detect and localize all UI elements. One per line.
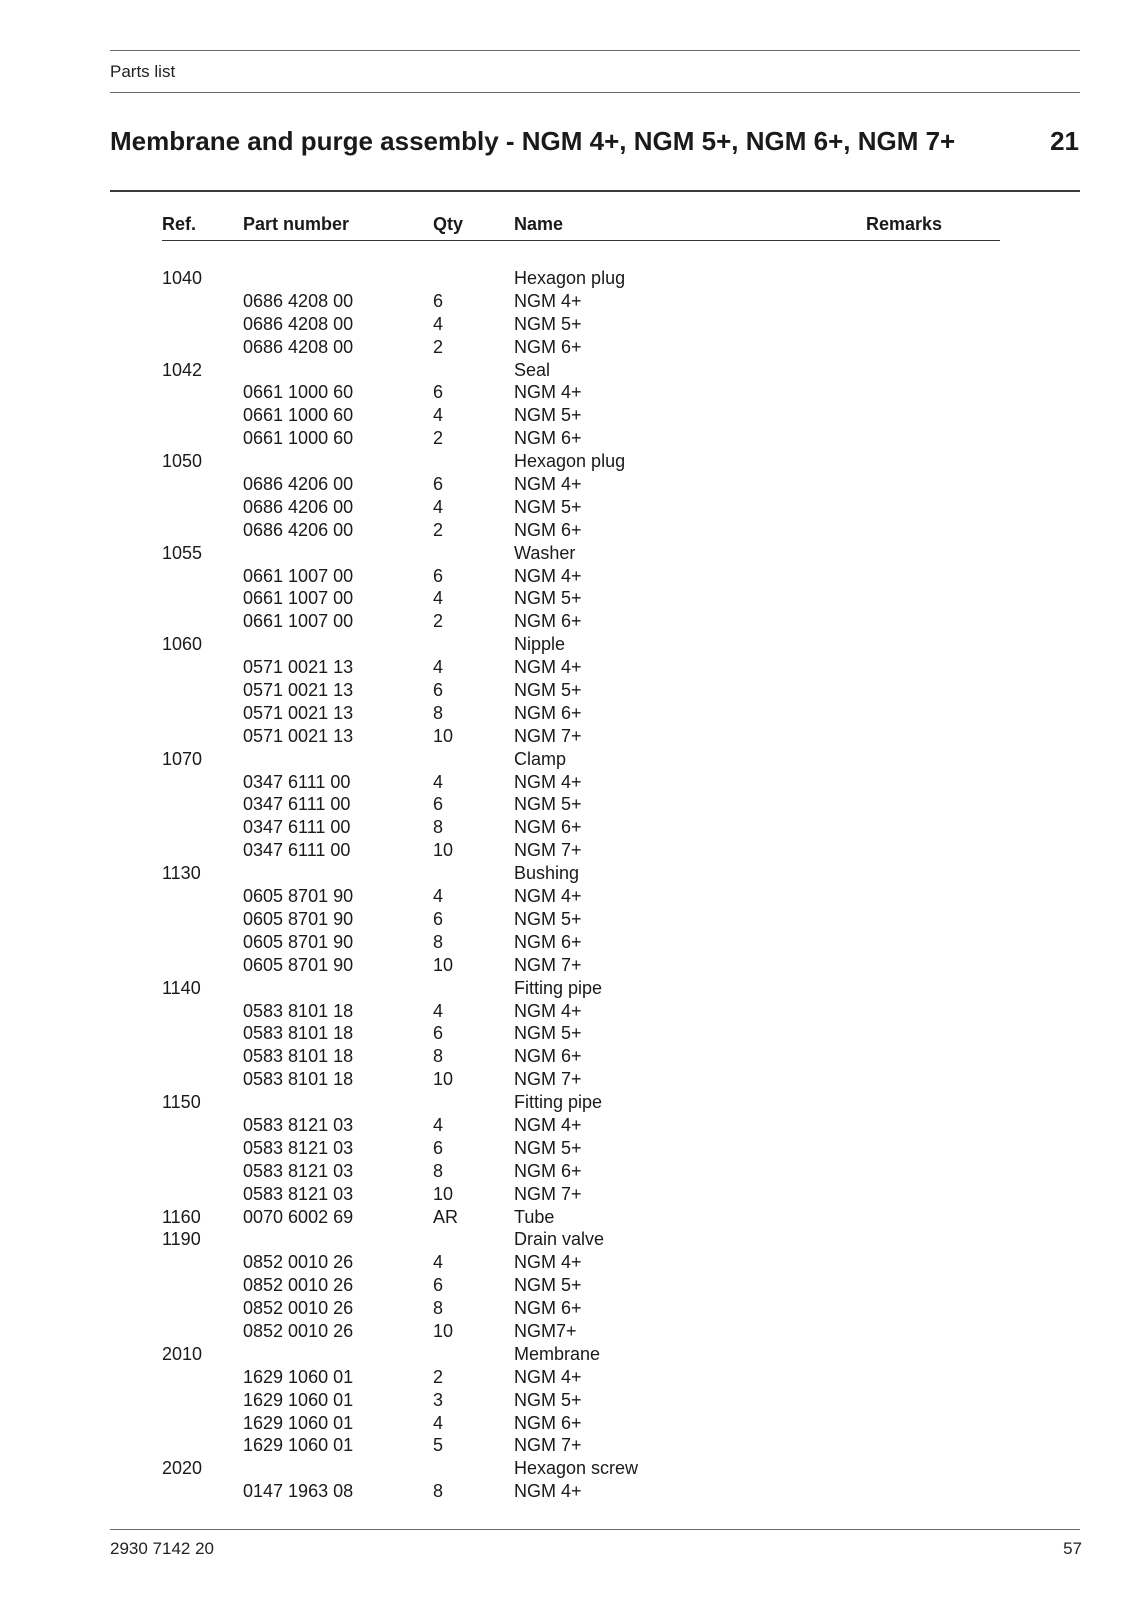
cell-qty: 2	[433, 519, 444, 540]
cell-part-number: 0583 8121 03	[243, 1114, 354, 1135]
table-row	[162, 1091, 1000, 1114]
cell-part-number: 0583 8121 03	[243, 1137, 354, 1158]
cell-name: Washer	[514, 542, 576, 563]
table-row	[162, 862, 1000, 885]
cell-name: NGM 6+	[514, 931, 582, 952]
table-row	[162, 1137, 1000, 1160]
cell-qty: 4	[433, 657, 444, 678]
table-row	[162, 1160, 1000, 1183]
cell-name: NGM 7+	[514, 1435, 582, 1456]
table-row	[162, 977, 1000, 1000]
cell-part-number: 0070 6002 69	[243, 1206, 354, 1227]
table-row	[162, 542, 1000, 565]
cell-name: Hexagon screw	[514, 1458, 639, 1479]
cell-part-number: 0661 1000 60	[243, 428, 354, 449]
table-row	[162, 1457, 1000, 1480]
table-row	[162, 793, 1000, 816]
table-row	[162, 1343, 1000, 1366]
cell-part-number: 0583 8101 18	[243, 1000, 354, 1021]
page-title: Membrane and purge assembly - NGM 4+, NGM 5+, NGM 6+, NGM 7+	[110, 126, 956, 156]
cell-qty: 6	[433, 565, 444, 586]
cell-part-number: 0347 6111 00	[243, 794, 351, 815]
cell-qty: 6	[433, 474, 444, 495]
cell-name: NGM 4+	[514, 290, 582, 311]
header-top-rule	[110, 50, 1080, 51]
cell-qty: 4	[433, 405, 444, 426]
table-row	[162, 1068, 1000, 1091]
table-row	[162, 587, 1000, 610]
table-row	[162, 1434, 1000, 1457]
cell-part-number: 0661 1000 60	[243, 405, 354, 426]
cell-name: Membrane	[514, 1343, 601, 1364]
cell-qty: 4	[433, 588, 444, 609]
cell-part-number: 0583 8101 18	[243, 1069, 354, 1090]
cell-ref: 1050	[162, 451, 203, 472]
cell-qty: 8	[433, 702, 444, 723]
cell-name: NGM 6+	[514, 702, 582, 723]
cell-qty: 4	[433, 496, 444, 517]
cell-part-number: 0571 0021 13	[243, 657, 354, 678]
cell-part-number: 0686 4208 00	[243, 290, 354, 311]
table-row	[162, 679, 1000, 702]
table-row	[162, 359, 1000, 382]
cell-name: NGM 4+	[514, 886, 582, 907]
cell-part-number: 0852 0010 26	[243, 1298, 354, 1319]
column-header-remarks: Remarks	[866, 214, 943, 234]
table-row	[162, 381, 1000, 404]
cell-name: NGM 6+	[514, 519, 582, 540]
cell-name: NGM 4+	[514, 565, 582, 586]
chapter-number: 21	[1050, 126, 1079, 156]
table-row	[162, 1022, 1000, 1045]
cell-name: NGM 6+	[514, 336, 582, 357]
cell-name: NGM 4+	[514, 771, 582, 792]
table-row	[162, 839, 1000, 862]
cell-name: NGM 4+	[514, 1252, 582, 1273]
cell-ref: 2020	[162, 1458, 203, 1479]
table-body	[162, 267, 1000, 1503]
cell-name: Drain valve	[514, 1229, 605, 1250]
table-row	[162, 496, 1000, 519]
table-row	[162, 1228, 1000, 1251]
cell-qty: 4	[433, 1412, 444, 1433]
cell-name: NGM 5+	[514, 1389, 582, 1410]
cell-qty: 6	[433, 680, 444, 701]
cell-part-number: 0686 4206 00	[243, 519, 354, 540]
cell-qty: 8	[433, 1298, 444, 1319]
cell-name: Fitting pipe	[514, 977, 603, 998]
cell-qty: 4	[433, 1000, 444, 1021]
cell-name: Hexagon plug	[514, 268, 626, 288]
cell-part-number: 0661 1000 60	[243, 382, 354, 403]
table-row	[162, 748, 1000, 771]
cell-name: NGM 7+	[514, 840, 582, 861]
cell-name: Seal	[514, 359, 551, 380]
cell-part-number: 0347 6111 00	[243, 840, 351, 861]
cell-qty: 10	[433, 1183, 454, 1204]
cell-ref: 1160	[162, 1206, 201, 1227]
cell-name: NGM 7+	[514, 954, 582, 975]
cell-qty: 6	[433, 908, 444, 929]
table-row	[162, 450, 1000, 473]
cell-name: NGM 5+	[514, 496, 582, 517]
cell-name: NGM 6+	[514, 1412, 582, 1433]
cell-name: NGM 4+	[514, 382, 582, 403]
cell-part-number: 0583 8121 03	[243, 1160, 354, 1181]
table-row	[162, 1480, 1000, 1503]
cell-part-number: 0571 0021 13	[243, 725, 354, 746]
cell-name: NGM 5+	[514, 908, 582, 929]
cell-part-number: 0583 8101 18	[243, 1046, 354, 1067]
cell-part-number: 0605 8701 90	[243, 954, 354, 975]
cell-part-number: 0347 6111 00	[243, 771, 351, 792]
cell-name: NGM 6+	[514, 428, 582, 449]
cell-qty: 4	[433, 313, 444, 334]
cell-ref: 1140	[162, 977, 201, 998]
table-row	[162, 427, 1000, 450]
cell-part-number: 0605 8701 90	[243, 931, 354, 952]
cell-name: NGM 4+	[514, 1481, 582, 1502]
table-row	[162, 1389, 1000, 1412]
cell-qty: 3	[433, 1389, 444, 1410]
cell-name: NGM 7+	[514, 725, 582, 746]
table-row	[162, 931, 1000, 954]
cell-name: NGM 4+	[514, 1000, 582, 1021]
cell-qty: 10	[433, 725, 454, 746]
cell-qty: 8	[433, 817, 444, 838]
table-row	[162, 633, 1000, 656]
table-row	[162, 1251, 1000, 1274]
cell-qty: 6	[433, 1023, 444, 1044]
cell-name: Nipple	[514, 634, 566, 655]
cell-qty: 6	[433, 1275, 444, 1296]
cell-name: NGM 5+	[514, 405, 582, 426]
cell-part-number: 1629 1060 01	[243, 1366, 354, 1387]
cell-qty: 8	[433, 1046, 444, 1067]
table-row	[162, 771, 1000, 794]
table-row	[162, 610, 1000, 633]
cell-name: Clamp	[514, 748, 567, 769]
cell-qty: 6	[433, 1137, 444, 1158]
cell-part-number: 0661 1007 00	[243, 611, 354, 632]
cell-name: NGM 5+	[514, 1023, 582, 1044]
cell-name: NGM 5+	[514, 1275, 582, 1296]
cell-qty: 4	[433, 771, 444, 792]
cell-part-number: 0852 0010 26	[243, 1275, 354, 1296]
table-row	[162, 816, 1000, 839]
table-row	[162, 1206, 1000, 1229]
column-header-ref: Ref.	[162, 214, 197, 234]
cell-part-number: 0583 8101 18	[243, 1023, 354, 1044]
cell-name: NGM 5+	[514, 680, 582, 701]
cell-qty: 6	[433, 290, 444, 311]
table-row	[162, 290, 1000, 313]
cell-qty: 4	[433, 886, 444, 907]
column-header-part-number: Part number	[243, 214, 350, 234]
cell-qty: 4	[433, 1252, 444, 1273]
cell-part-number: 1629 1060 01	[243, 1389, 354, 1410]
cell-name: NGM 5+	[514, 1137, 582, 1158]
table-row	[162, 1114, 1000, 1137]
table-row	[162, 656, 1000, 679]
table-row	[162, 473, 1000, 496]
column-header-name: Name	[514, 214, 564, 234]
title-rule	[110, 190, 1080, 192]
cell-ref: 1055	[162, 542, 203, 563]
cell-qty: 8	[433, 1481, 444, 1502]
cell-name: NGM 6+	[514, 611, 582, 632]
cell-name: NGM7+	[514, 1320, 577, 1341]
cell-part-number: 0605 8701 90	[243, 886, 354, 907]
cell-part-number: 0686 4206 00	[243, 474, 354, 495]
cell-part-number: 0852 0010 26	[243, 1320, 354, 1341]
table-row	[162, 267, 1000, 290]
cell-part-number: 0347 6111 00	[243, 817, 351, 838]
header-bottom-rule	[110, 92, 1080, 93]
section-label: Parts list	[110, 62, 176, 81]
cell-name: Hexagon plug	[514, 451, 626, 472]
cell-ref: 1150	[162, 1092, 201, 1113]
cell-name: NGM 6+	[514, 1298, 582, 1319]
cell-qty: 2	[433, 611, 444, 632]
cell-part-number: 0686 4208 00	[243, 336, 354, 357]
cell-name: NGM 6+	[514, 1160, 582, 1181]
cell-part-number: 0661 1007 00	[243, 565, 354, 586]
cell-part-number: 0583 8121 03	[243, 1183, 354, 1204]
cell-name: Bushing	[514, 863, 580, 884]
table-row	[162, 1183, 1000, 1206]
document-number: 2930 7142 20	[110, 1539, 214, 1558]
cell-ref: 1040	[162, 268, 203, 288]
cell-name: NGM 7+	[514, 1069, 582, 1090]
cell-part-number: 0571 0021 13	[243, 680, 354, 701]
cell-name: NGM 4+	[514, 657, 582, 678]
cell-ref: 1070	[162, 748, 203, 769]
cell-name: NGM 4+	[514, 474, 582, 495]
table-row	[162, 725, 1000, 748]
cell-qty: 4	[433, 1114, 444, 1135]
table-row	[162, 313, 1000, 336]
cell-qty: 2	[433, 428, 444, 449]
cell-qty: 5	[433, 1435, 444, 1456]
cell-qty: 2	[433, 336, 444, 357]
cell-name: Tube	[514, 1206, 555, 1227]
cell-name: NGM 5+	[514, 313, 582, 334]
cell-qty: 10	[433, 840, 454, 861]
cell-qty: 2	[433, 1366, 444, 1387]
cell-part-number: 0852 0010 26	[243, 1252, 354, 1273]
parts-table	[162, 214, 1000, 1503]
cell-ref: 1060	[162, 634, 203, 655]
cell-ref: 1190	[162, 1229, 201, 1250]
cell-qty: 8	[433, 1160, 444, 1181]
table-row	[162, 1297, 1000, 1320]
cell-name: NGM 7+	[514, 1183, 582, 1204]
cell-ref: 2010	[162, 1343, 203, 1364]
cell-part-number: 0571 0021 13	[243, 702, 354, 723]
table-row	[162, 1412, 1000, 1435]
table-row	[162, 885, 1000, 908]
column-header-qty: Qty	[433, 214, 464, 234]
cell-ref: 1130	[162, 863, 201, 884]
table-row	[162, 404, 1000, 427]
cell-name: NGM 4+	[514, 1114, 582, 1135]
cell-qty: 10	[433, 954, 454, 975]
cell-part-number: 1629 1060 01	[243, 1435, 354, 1456]
table-row	[162, 519, 1000, 542]
table-row	[162, 1320, 1000, 1343]
cell-name: Fitting pipe	[514, 1092, 603, 1113]
cell-qty: 6	[433, 794, 444, 815]
cell-qty: 10	[433, 1069, 454, 1090]
table-row	[162, 1045, 1000, 1068]
cell-name: NGM 4+	[514, 1366, 582, 1387]
page-number: 57	[1063, 1539, 1082, 1558]
table-header	[162, 214, 1000, 241]
cell-qty: 6	[433, 382, 444, 403]
table-row	[162, 702, 1000, 725]
footer-rule	[110, 1529, 1080, 1530]
cell-part-number: 0686 4208 00	[243, 313, 354, 334]
table-row	[162, 1274, 1000, 1297]
cell-part-number: 0147 1963 08	[243, 1481, 354, 1502]
table-row	[162, 908, 1000, 931]
cell-part-number: 0605 8701 90	[243, 908, 354, 929]
cell-qty: 10	[433, 1320, 454, 1341]
table-row	[162, 336, 1000, 359]
cell-name: NGM 5+	[514, 588, 582, 609]
cell-qty: 8	[433, 931, 444, 952]
cell-name: NGM 6+	[514, 817, 582, 838]
table-row	[162, 1366, 1000, 1389]
cell-qty: AR	[433, 1206, 459, 1227]
cell-part-number: 0661 1007 00	[243, 588, 354, 609]
cell-name: NGM 6+	[514, 1046, 582, 1067]
table-row	[162, 1000, 1000, 1023]
cell-part-number: 1629 1060 01	[243, 1412, 354, 1433]
cell-part-number: 0686 4206 00	[243, 496, 354, 517]
table-row	[162, 954, 1000, 977]
cell-ref: 1042	[162, 359, 203, 380]
cell-name: NGM 5+	[514, 794, 582, 815]
table-row	[162, 565, 1000, 588]
